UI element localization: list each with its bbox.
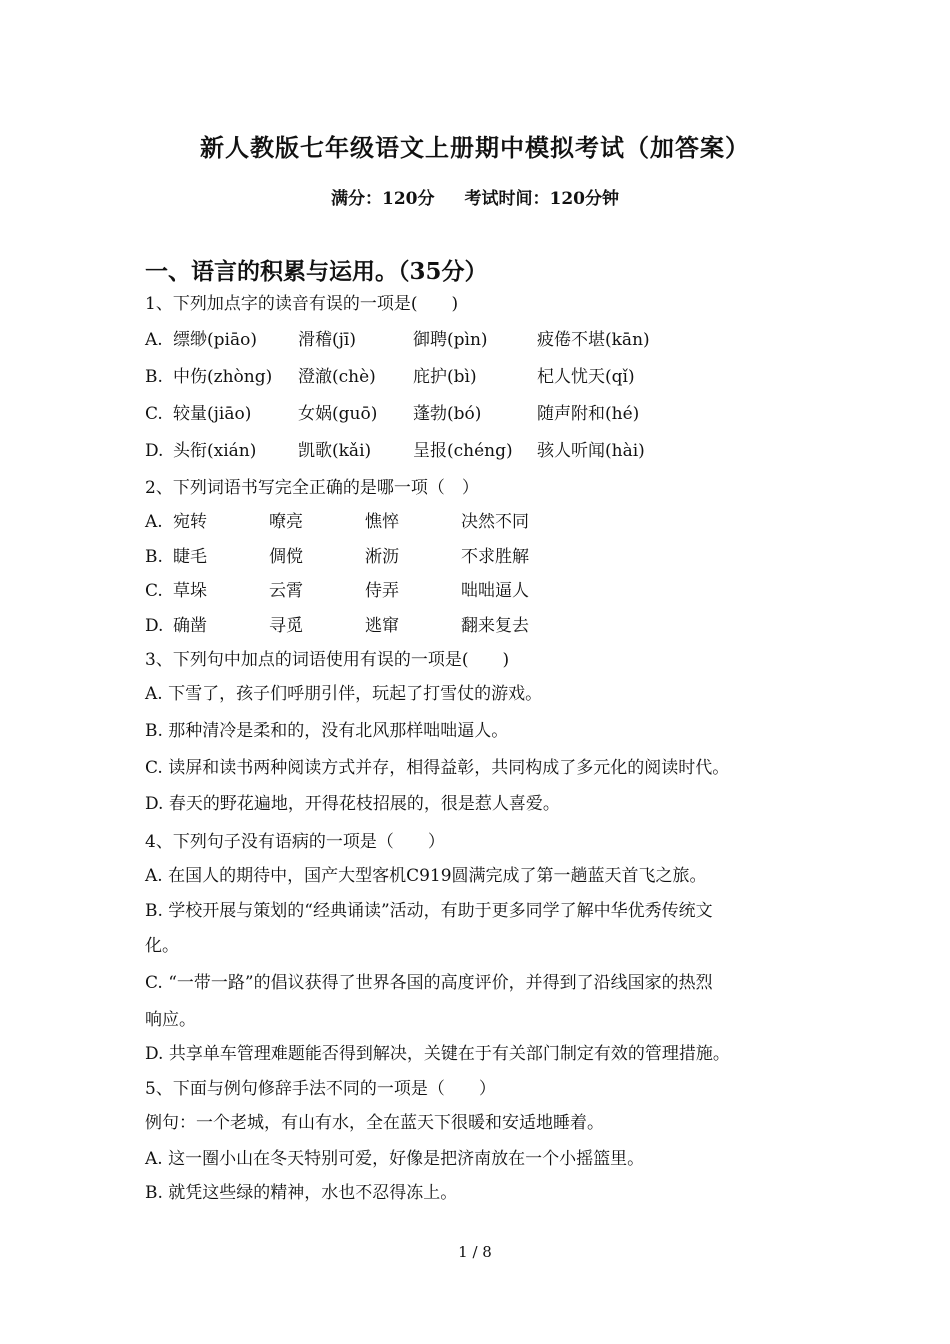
q4-option-a: A. 在国人的期待中，国产大型客机C919圆满完成了第一趟蓝天首飞之旅。 — [145, 866, 707, 886]
q2-option-a: A. 宛转 嘹亮 憔悴 决然不同 — [145, 512, 529, 532]
q1-option-b: B. 中伤(zhòng) 澄澈(chè) 庇护(bì) 杞人忧天(qǐ) — [145, 367, 635, 387]
q2-option-b: B. 睫毛 倜傥 淅沥 不求胜解 — [145, 547, 529, 567]
q5-stem: 5、下面与例句修辞手法不同的一项是（ ） — [145, 1079, 496, 1099]
q3-option-c: C. 读屏和读书两种阅读方式并存，相得益彰，共同构成了多元化的阅读时代。 — [145, 758, 730, 778]
exam-time: 考试时间：120分钟 — [464, 189, 619, 209]
q3-option-d: D. 春天的野花遍地，开得花枝招展的，很是惹人喜爱。 — [145, 794, 560, 814]
page-number: 1 / 8 — [458, 1243, 492, 1261]
q4-option-d: D. 共享单车管理难题能否得到解决，关键在于有关部门制定有效的管理措施。 — [145, 1044, 730, 1064]
q1-stem: 1、下列加点字的读音有误的一项是( ) — [145, 294, 459, 314]
section-heading: 一、语言的积累与运用。（35分） — [145, 258, 488, 285]
q5-example: 例句：一个老城，有山有水，全在蓝天下很暖和安适地睡着。 — [145, 1113, 604, 1133]
q1-option-a: A. 缥缈(piāo) 滑稽(jī) 御聘(pìn) 疲倦不堪(kān) — [145, 330, 650, 350]
q2-stem: 2、下列词语书写完全正确的是哪一项（ ） — [145, 478, 479, 498]
q5-option-b: B. 就凭这些绿的精神，水也不忍得冻上。 — [145, 1183, 458, 1203]
q3-option-a: A. 下雪了，孩子们呼朋引伴，玩起了打雪仗的游戏。 — [145, 684, 543, 704]
q3-option-b: B. 那种清冷是柔和的，没有北风那样咄咄逼人。 — [145, 721, 509, 741]
full-score: 满分：120分 — [331, 189, 435, 209]
q2-option-c: C. 草垛 云霄 侍弄 咄咄逼人 — [145, 581, 529, 601]
q3-stem: 3、下列句中加点的词语使用有误的一项是( ) — [145, 650, 510, 670]
q1-option-d: D. 头衔(xián) 凯歌(kǎi) 呈报(chéng) 骇人听闻(hài) — [145, 441, 645, 461]
q1-option-c: C. 较量(jiāo) 女娲(guō) 蓬勃(bó) 随声附和(hé) — [145, 404, 640, 424]
q4-option-c-line1: C. “一带一路”的倡议获得了世界各国的高度评价，并得到了沿线国家的热烈 — [145, 973, 713, 993]
q4-option-b-line1: B. 学校开展与策划的“经典诵读”活动，有助于更多同学了解中华优秀传统文 — [145, 901, 713, 921]
page-title: 新人教版七年级语文上册期中模拟考试（加答案） — [200, 133, 750, 162]
q2-option-d: D. 确凿 寻觅 逃窜 翻来复去 — [145, 616, 529, 636]
exam-info — [0, 184, 950, 209]
q4-option-b-line2: 化。 — [145, 936, 179, 956]
q5-option-a: A. 这一圈小山在冬天特别可爱，好像是把济南放在一个小摇篮里。 — [145, 1149, 645, 1169]
q4-stem: 4、下列句子没有语病的一项是（ ） — [145, 832, 445, 852]
q4-option-c-line2: 响应。 — [145, 1010, 196, 1030]
